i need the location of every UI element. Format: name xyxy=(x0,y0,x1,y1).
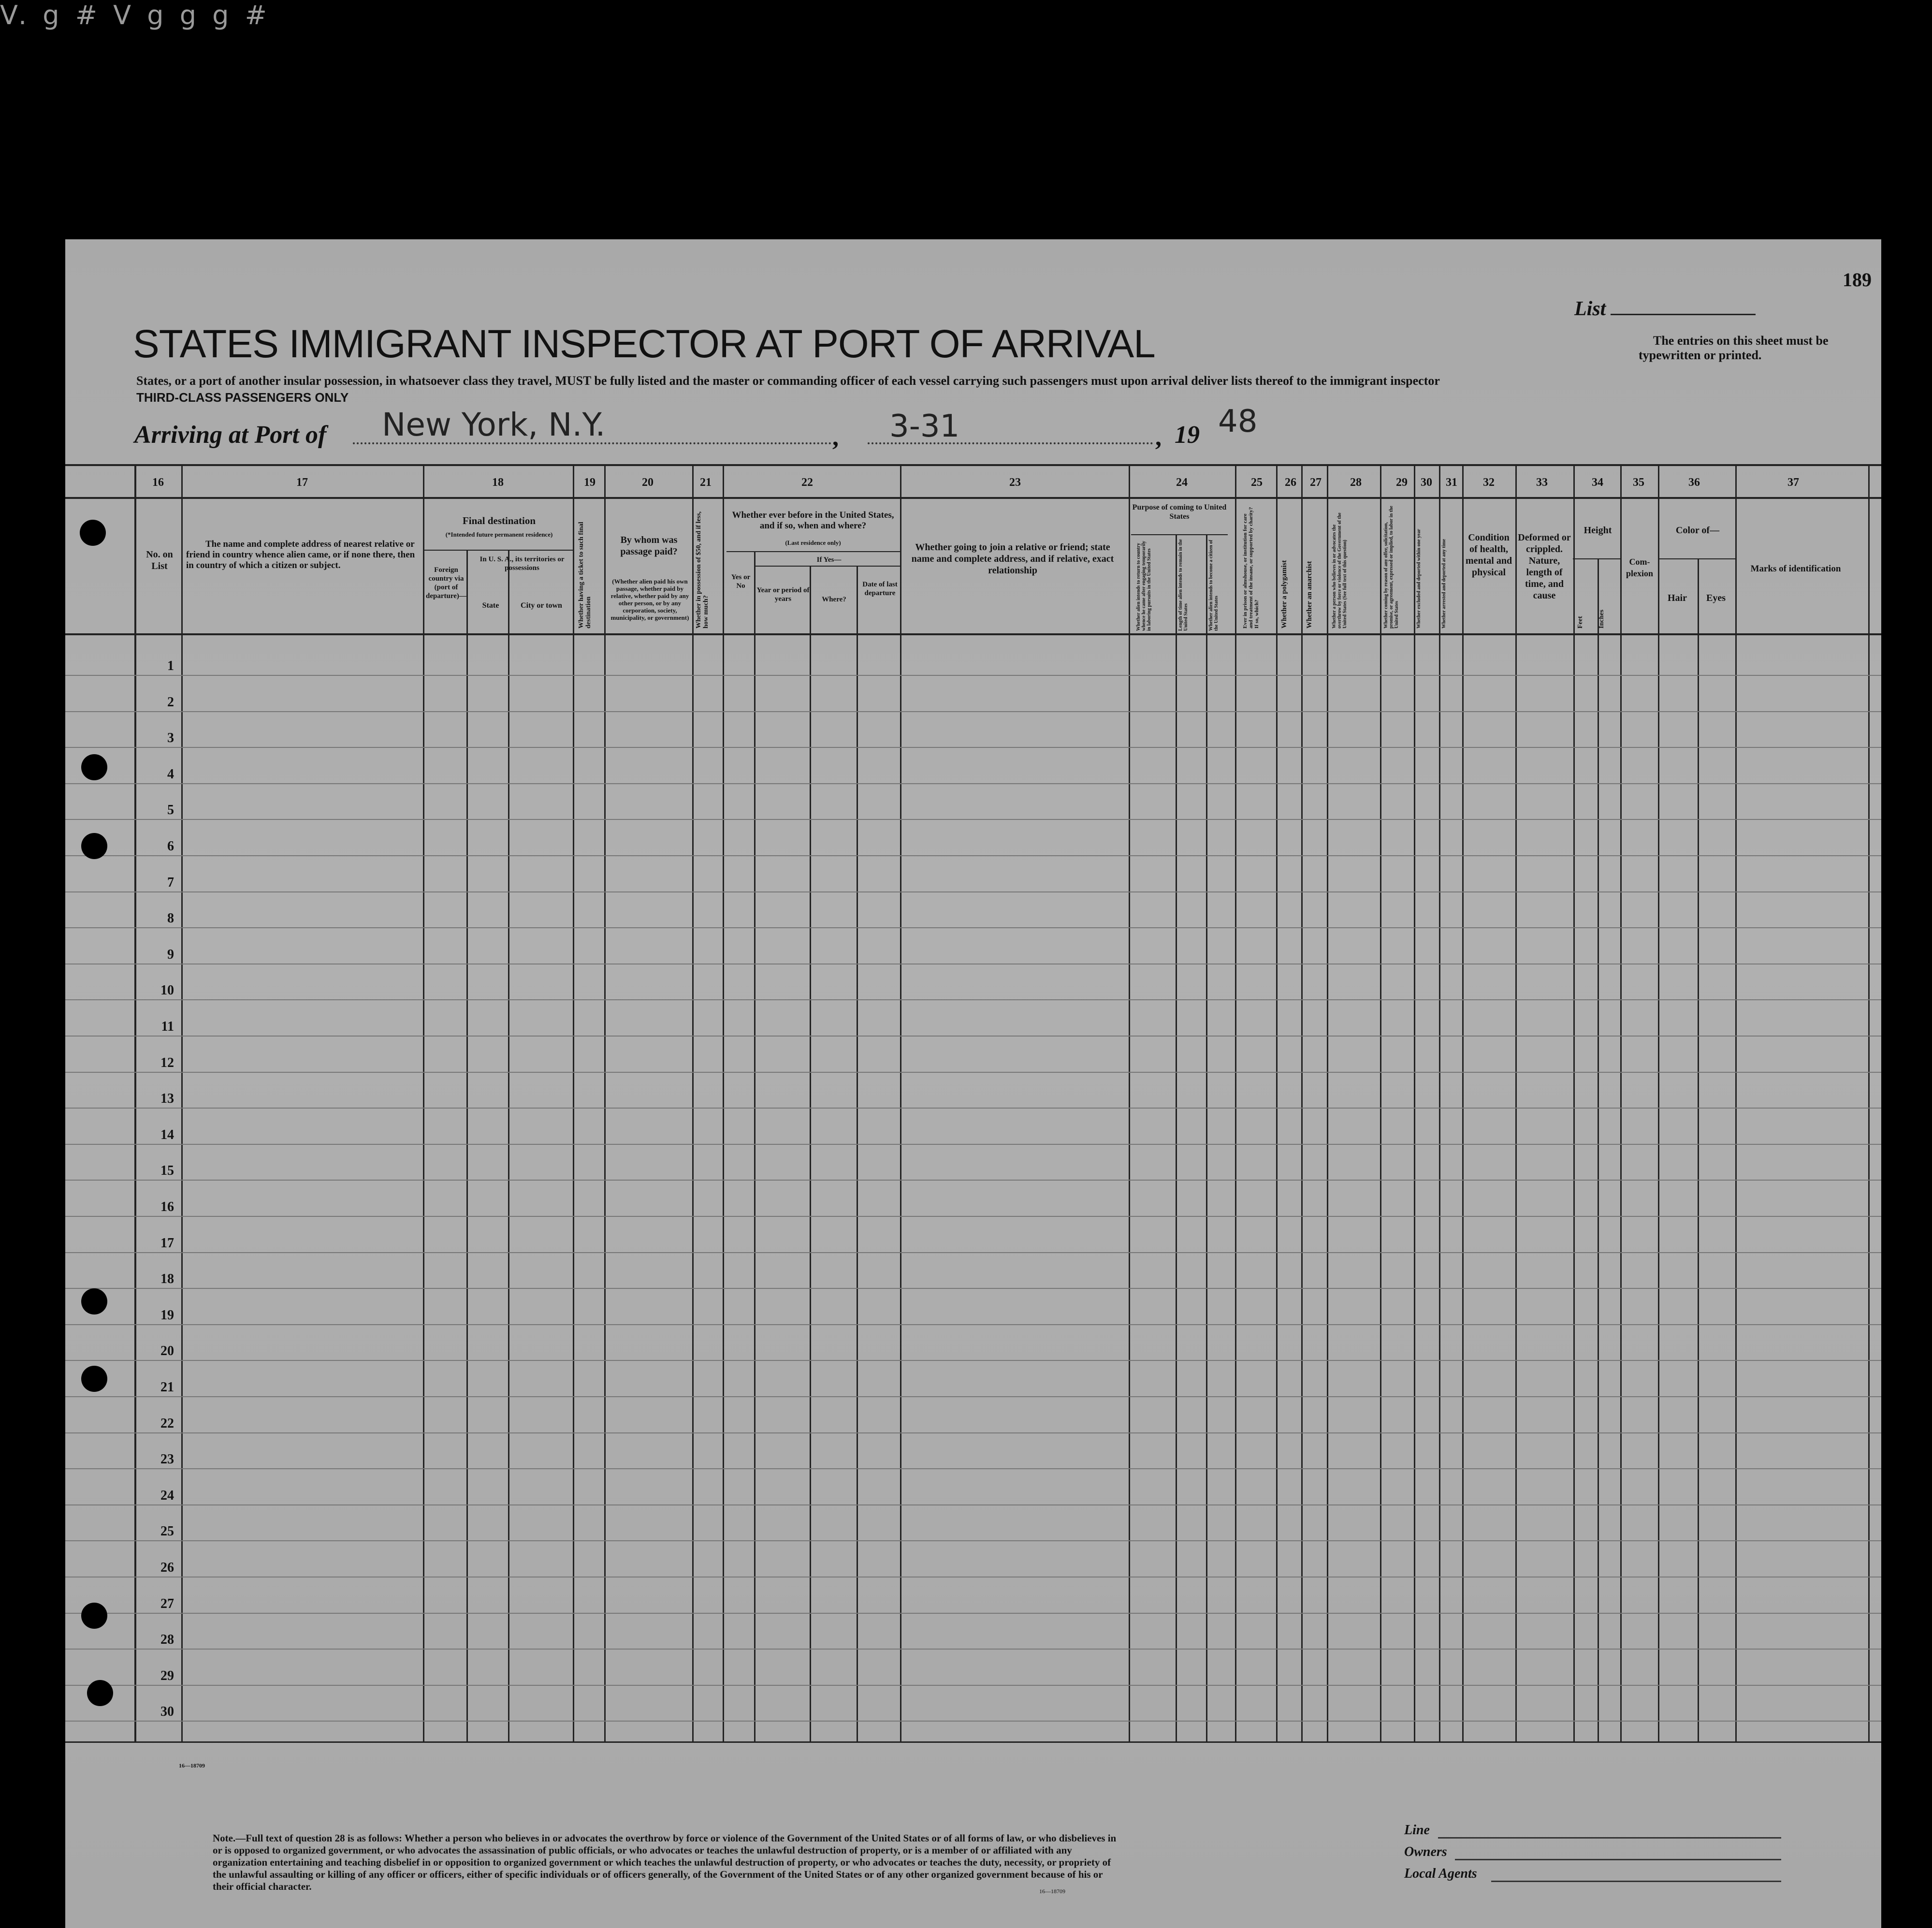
row-number: 29 xyxy=(160,1668,174,1683)
column-rule xyxy=(1176,534,1177,1743)
row-number: 1 xyxy=(167,658,174,673)
column-rule xyxy=(604,464,606,1743)
table-row[interactable] xyxy=(65,1144,1881,1145)
colnum-21: 21 xyxy=(700,476,712,489)
column-rule xyxy=(1276,464,1278,1743)
table-row[interactable] xyxy=(65,1504,1881,1505)
header-year-or-period: Year or period of years xyxy=(756,586,810,603)
column-rule xyxy=(1206,534,1207,1743)
table-row[interactable] xyxy=(65,855,1881,856)
header-no-on-list: No. on List xyxy=(146,549,173,571)
header-in-usa: In U. S. A., its territories or possessions xyxy=(479,555,565,572)
colnum-17: 17 xyxy=(296,476,308,489)
table-row[interactable] xyxy=(65,1252,1881,1253)
table-row[interactable] xyxy=(65,675,1881,676)
top-edge-marks: V. g # V g g g # xyxy=(0,0,271,30)
rule-under-purpose xyxy=(1131,534,1228,535)
column-rule xyxy=(1868,464,1870,1743)
question-28-note: Note.—Full text of question 28 is as follows: Whether a person who believes in or advocates the overthrow by force or violence of the Government of the United States or of all forms of law, or who disbelieves in or is opposed to organized government, or who advocates the assassination of public officials, or who advocates or teaches the unlawful destruction of property, or is a member of or affiliated with any organization entertaining and teaching disbelief in or opposition to organized government or which teaches the unlawful destruction of property, or who advocates or teaches the duty, necessity, or propriety of the unlawful assaulting or killing of any officer or officers, either of specific individuals or of officers generally, of the Government of the United States or of any other organized government because of his or their official character. xyxy=(213,1832,1117,1892)
table-row[interactable] xyxy=(65,1721,1881,1722)
column-rule xyxy=(754,551,755,1743)
table-row[interactable] xyxy=(65,1540,1881,1541)
column-rule xyxy=(573,464,574,1743)
header-condition: Condition of health, mental and physical xyxy=(1465,532,1512,578)
header-purpose-c: Whether alien intends to become a citizen of the United States xyxy=(1208,540,1219,631)
row-number: 15 xyxy=(160,1163,174,1179)
local-agents-label: Local Agents xyxy=(1404,1866,1477,1881)
column-rule xyxy=(1573,464,1575,1743)
row-number: 27 xyxy=(160,1596,174,1611)
table-row[interactable] xyxy=(65,1072,1881,1073)
colnum-25: 25 xyxy=(1251,476,1263,489)
punch-hole xyxy=(87,1680,113,1706)
row-number: 25 xyxy=(160,1524,174,1539)
header-complexion: Com-plexion xyxy=(1626,557,1653,578)
row-number: 12 xyxy=(160,1055,174,1070)
table-row[interactable] xyxy=(65,1396,1881,1397)
header-passage-paid-note: (Whether alien paid his own passage, whether paid by relative, whether paid by any other person, or by any corporation, society, municipality, or government) xyxy=(610,578,689,621)
column-rule xyxy=(1129,464,1130,1743)
punch-hole xyxy=(81,754,107,780)
punch-hole xyxy=(81,1603,107,1629)
table-row[interactable] xyxy=(65,1288,1881,1289)
date-handwritten[interactable]: 3-31 xyxy=(889,409,960,444)
column-rule xyxy=(810,566,811,1743)
row-number: 13 xyxy=(160,1091,174,1107)
row-number: 2 xyxy=(167,694,174,710)
column-rule xyxy=(900,464,901,1743)
table-row[interactable] xyxy=(65,1324,1881,1325)
column-rule xyxy=(1735,464,1737,1743)
header-prison: Ever in prison or almshouse, or institution for care and treatment of the insane, or supported by charity? If so, which? xyxy=(1242,507,1260,628)
table-row[interactable] xyxy=(65,1649,1881,1650)
header-marks: Marks of identification xyxy=(1750,564,1841,574)
column-rule xyxy=(423,464,424,1743)
table-row[interactable] xyxy=(65,747,1881,748)
header-ever-before: Whether ever before in the United States, and if so, when and where? xyxy=(732,510,894,531)
row-number: 28 xyxy=(160,1632,174,1648)
table-row[interactable] xyxy=(65,1216,1881,1217)
table-row[interactable] xyxy=(65,1685,1881,1686)
column-rule xyxy=(1462,464,1464,1743)
row-number: 24 xyxy=(160,1488,174,1503)
manifest-sheet xyxy=(65,239,1881,1928)
row-number: 22 xyxy=(160,1416,174,1431)
column-rule xyxy=(723,464,724,1743)
header-eyes: Eyes xyxy=(1706,593,1726,603)
column-rule xyxy=(1515,464,1517,1743)
rule-under-height xyxy=(1573,558,1621,559)
comma-2: , xyxy=(1155,424,1162,451)
row-number: 14 xyxy=(160,1127,174,1142)
row-number: 10 xyxy=(160,983,174,998)
row-number: 11 xyxy=(161,1019,174,1034)
list-underline xyxy=(1611,297,1756,315)
table-bottom-rule xyxy=(65,1741,1881,1743)
header-joining-relative: Whether going to join a relative or friend; state name and complete address, and if relative, exact relationship xyxy=(911,542,1114,576)
colnum-35: 35 xyxy=(1633,476,1644,489)
punch-hole xyxy=(81,1288,107,1315)
header-ticket: Whether having a ticket to such final destination xyxy=(578,522,592,628)
header-anarchist: Whether an anarchist xyxy=(1306,561,1313,628)
form-title: STATES IMMIGRANT INSPECTOR AT PORT OF ARRIVAL xyxy=(133,322,1155,366)
row-number: 8 xyxy=(167,911,174,926)
header-passage-paid: By whom was passage paid? xyxy=(620,535,678,557)
colnum-24: 24 xyxy=(1176,476,1188,489)
note-code: 16—18709 xyxy=(1039,1888,1065,1895)
row-number: 5 xyxy=(167,803,174,818)
column-rule xyxy=(1620,464,1622,1743)
row-number: 17 xyxy=(160,1235,174,1251)
row-number: 16 xyxy=(160,1199,174,1214)
page-number: 189 xyxy=(1843,269,1872,291)
colnum-16: 16 xyxy=(152,476,164,489)
colnum-20: 20 xyxy=(642,476,654,489)
row-number: 26 xyxy=(160,1560,174,1575)
line-label: Line xyxy=(1404,1823,1430,1838)
header-date-departure: Date of last departure xyxy=(862,581,898,597)
header-yes-or-no: Yes or No xyxy=(731,573,751,590)
header-excluded: Whether excluded and deported within one year xyxy=(1416,529,1422,628)
column-rule xyxy=(508,550,509,1743)
header-final-destination-note: (*Intended future permanent residence) xyxy=(445,531,553,538)
table-row[interactable] xyxy=(65,1108,1881,1109)
header-bottom-rule xyxy=(65,633,1881,635)
punch-hole xyxy=(81,1366,107,1392)
colnum-31: 31 xyxy=(1446,476,1457,489)
header-where: Where? xyxy=(822,596,846,603)
port-handwritten[interactable]: New York, N.Y. xyxy=(382,406,606,443)
header-feet: Feet xyxy=(1577,616,1584,628)
row-number: 20 xyxy=(160,1344,174,1359)
column-rule xyxy=(1414,464,1415,1743)
colnum-30: 30 xyxy=(1421,476,1432,489)
table-row[interactable] xyxy=(65,1613,1881,1614)
colnum-27: 27 xyxy=(1310,476,1322,489)
table-row[interactable] xyxy=(65,927,1881,928)
colnum-18: 18 xyxy=(492,476,504,489)
header-final-destination: Final destination xyxy=(462,515,536,526)
table-top-rule xyxy=(65,464,1881,466)
colnum-rule xyxy=(65,497,1881,499)
table-row[interactable] xyxy=(65,711,1881,712)
table-row[interactable] xyxy=(65,1036,1881,1037)
arriving-label: Arriving at Port of xyxy=(134,421,327,449)
third-class-note: THIRD-CLASS PASSENGERS ONLY xyxy=(136,390,349,405)
colnum-33: 33 xyxy=(1536,476,1548,489)
colnum-37: 37 xyxy=(1787,476,1799,489)
colnum-23: 23 xyxy=(1009,476,1021,489)
header-color-of: Color of— xyxy=(1675,525,1720,536)
column-rule xyxy=(692,464,694,1743)
row-number: 23 xyxy=(160,1452,174,1467)
row-number: 7 xyxy=(167,875,174,890)
header-coming-by-reason: Whether coming by reason of any offer, solicitation, promise, or agreement, expressed or implied, to labor in the United States xyxy=(1383,506,1399,628)
header-state: State xyxy=(482,601,499,610)
header-height: Height xyxy=(1583,525,1612,536)
typewritten-instructions: The entries on this sheet must be typewritten or printed. xyxy=(1639,334,1829,362)
row-number: 9 xyxy=(167,947,174,962)
row-number: 19 xyxy=(160,1307,174,1323)
column-rule xyxy=(1658,464,1659,1743)
punch-hole xyxy=(81,833,107,859)
rule-under-color xyxy=(1659,558,1736,559)
column-rule xyxy=(1439,464,1440,1743)
row-number: 30 xyxy=(160,1704,174,1720)
header-hair: Hair xyxy=(1668,593,1687,603)
year-prefix: 19 xyxy=(1175,421,1200,449)
column-rule xyxy=(857,566,858,1743)
header-purpose-a: Whether alien intends to return to country whence he came after engaging temporarily in laboring pursuits in the United States xyxy=(1136,540,1152,631)
table-row[interactable] xyxy=(65,891,1881,892)
column-rule xyxy=(1327,464,1328,1743)
column-rule xyxy=(1235,464,1236,1743)
table-row[interactable] xyxy=(65,819,1881,820)
table-row[interactable] xyxy=(65,1468,1881,1469)
form-subtitle: States, or a port of another insular possession, in whatsoever class they travel, MUST be fully listed and the master or commanding officer of each vessel carrying such passengers must upon arrival deliver lists thereof to the immigrant inspector xyxy=(136,374,1440,388)
header-purpose: Purpose of coming to United States xyxy=(1132,503,1227,521)
row-number: 21 xyxy=(160,1380,174,1395)
year-handwritten[interactable]: 48 xyxy=(1218,404,1258,439)
column-rule xyxy=(1380,464,1381,1743)
punch-hole xyxy=(80,520,106,546)
list-field[interactable] xyxy=(1574,297,1835,321)
colnum-26: 26 xyxy=(1285,476,1296,489)
column-rule xyxy=(134,464,136,1743)
colnum-28: 28 xyxy=(1350,476,1362,489)
form-code: 16—18709 xyxy=(179,1762,205,1769)
column-rule xyxy=(1301,464,1303,1743)
header-overthrow: Whether a person who believes in or advocates the overthrow by force or violence of the Government of the United States (See full text of this question) xyxy=(1332,512,1348,628)
column-rule xyxy=(181,464,183,1743)
header-polygamist: Whether a polygamist xyxy=(1280,560,1288,628)
table-row[interactable] xyxy=(65,783,1881,784)
colnum-29: 29 xyxy=(1396,476,1408,489)
table-row[interactable] xyxy=(65,1360,1881,1361)
rule-under-ever xyxy=(726,551,901,552)
header-deformed: Deformed or crippled. Nature, length of time, and cause xyxy=(1518,532,1571,601)
header-if-yes: If Yes— xyxy=(816,556,842,564)
arriving-line xyxy=(134,421,326,449)
column-rule xyxy=(1698,558,1699,1743)
header-last-residence: (Last residence only) xyxy=(785,539,841,546)
header-inches: Inches xyxy=(1598,610,1605,628)
colnum-32: 32 xyxy=(1483,476,1495,489)
list-label: List xyxy=(1574,298,1606,320)
line-field[interactable] xyxy=(1438,1837,1781,1839)
local-agents-field[interactable] xyxy=(1491,1881,1781,1882)
owners-field[interactable] xyxy=(1455,1859,1781,1860)
column-rule xyxy=(1598,558,1599,1743)
colnum-19: 19 xyxy=(584,476,596,489)
header-purpose-b: Length of time alien intends to remain in the United States xyxy=(1178,539,1189,631)
colnum-22: 22 xyxy=(801,476,813,489)
rule-under-ifyes xyxy=(755,566,901,567)
row-number: 4 xyxy=(167,766,174,782)
table-row[interactable] xyxy=(65,1180,1881,1181)
table-row[interactable] xyxy=(65,999,1881,1000)
header-possession-50: Whether in possession of $50, and if less, how much? xyxy=(695,511,710,628)
owners-label: Owners xyxy=(1404,1844,1447,1859)
table-row[interactable] xyxy=(65,1432,1881,1433)
colnum-36: 36 xyxy=(1688,476,1700,489)
row-number: 3 xyxy=(167,730,174,746)
comma: , xyxy=(832,424,839,451)
column-rule xyxy=(466,550,468,1743)
row-number: 6 xyxy=(167,839,174,854)
rule-under-destination xyxy=(423,550,574,551)
header-nearest-relative: The name and complete address of nearest relative or friend in country whence alien came, or if none there, then in country of which a citizen or subject. xyxy=(186,539,415,570)
header-city: City or town xyxy=(521,601,562,610)
row-number: 18 xyxy=(160,1271,174,1287)
colnum-34: 34 xyxy=(1592,476,1603,489)
header-foreign-country: Foreign country via (port of departure)— xyxy=(426,566,466,600)
header-arrested: Whether arrested and deported at any time xyxy=(1441,539,1447,628)
